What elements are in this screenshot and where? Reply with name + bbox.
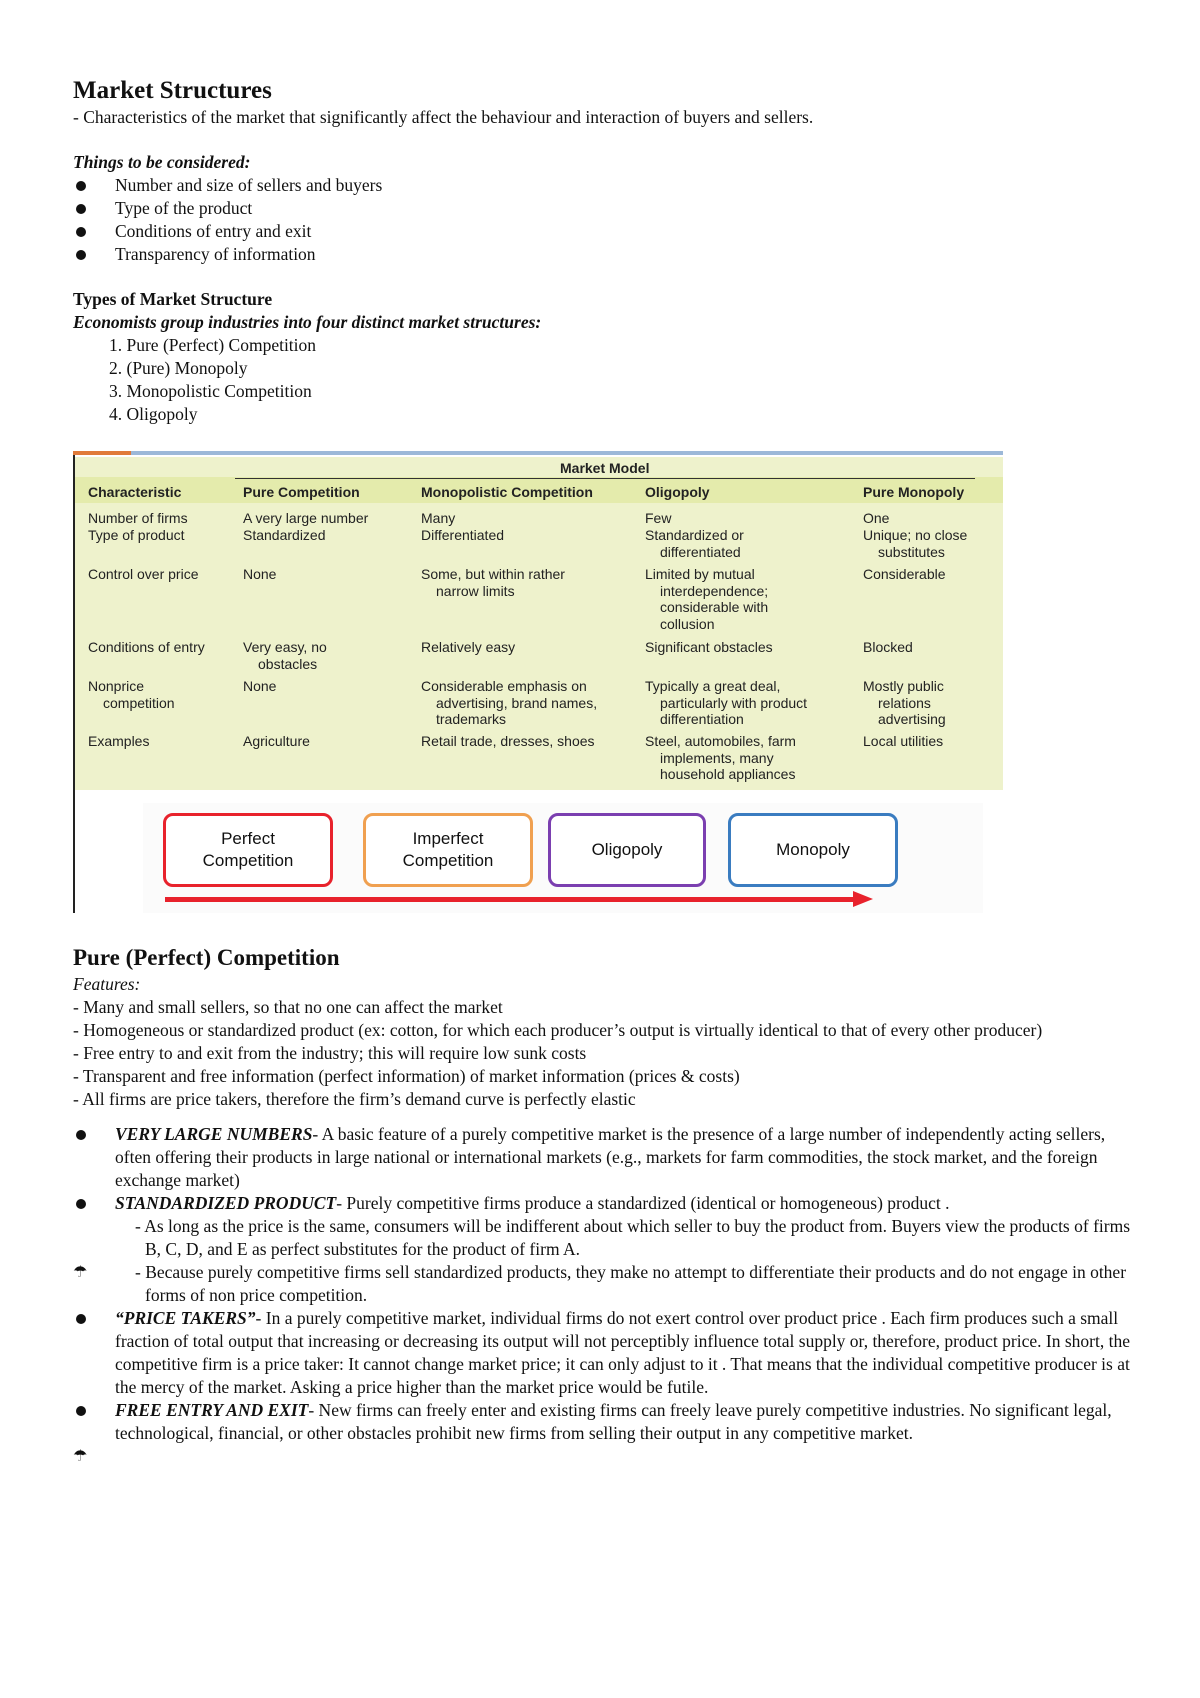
umbrella-symbol-icon: ☂ xyxy=(73,1448,88,1465)
list-item: Transparency of information xyxy=(73,243,1133,266)
table-cell: Nonprice competition xyxy=(88,678,175,711)
table-cell: None xyxy=(243,678,277,694)
imperfect-competition-box: Imperfect Competition xyxy=(363,813,533,887)
bullet-icon xyxy=(76,1314,86,1324)
header-rule xyxy=(235,478,975,479)
list-item: FREE ENTRY AND EXIT- New firms can freely enter and existing firms can freely leave purely competitive industries. No significant legal, technological, financial, or other obstacles prohibit new firms from selling their output in any competitive market. xyxy=(73,1399,1133,1445)
table-cell: Differentiated xyxy=(421,527,505,543)
perfect-competition-box: Perfect Competition xyxy=(163,813,333,887)
market-model-table xyxy=(75,457,1003,790)
list-item: 4. Oligopoly xyxy=(109,404,198,424)
bullet-icon xyxy=(76,204,86,214)
table-cell: Few xyxy=(645,510,672,526)
bullet-icon xyxy=(76,1406,86,1416)
feature-line: - Transparent and free information (perfect information) of market information (prices & costs) xyxy=(73,1066,740,1086)
considered-list xyxy=(73,174,1133,266)
page-title: Market Structures xyxy=(73,77,272,104)
features-label: Features: xyxy=(73,974,141,994)
column-header: Pure Competition xyxy=(243,484,360,500)
table-cell: Agriculture xyxy=(243,733,310,749)
table-cell: Typically a great deal, particularly with product differentiation xyxy=(645,678,808,727)
list-item: - As long as the price is the same, consumers will be indifferent about which seller to buy the product from. Buyers view the products of firms B, C, D, and E as perfect substitutes for the product of firm A. xyxy=(135,1216,1131,1259)
list-item: Conditions of entry and exit xyxy=(73,220,1133,243)
oligopoly-box: Oligopoly xyxy=(548,813,706,887)
table-cell: None xyxy=(243,566,277,582)
umbrella-symbol-icon: ☂ xyxy=(73,1264,88,1281)
column-header: Pure Monopoly xyxy=(863,484,965,500)
bullet-icon xyxy=(76,1199,86,1209)
table-cell: Control over price xyxy=(88,566,199,582)
table-cell: Conditions of entry xyxy=(88,639,205,655)
table-cell: Blocked xyxy=(863,639,913,655)
table-cell: Considerable xyxy=(863,566,946,582)
table-cell: A very large number xyxy=(243,510,369,526)
table-cell: Examples xyxy=(88,733,150,749)
table-cell: Many xyxy=(421,510,456,526)
market-model-figure xyxy=(73,451,1003,913)
bullet-icon xyxy=(76,181,86,191)
table-cell: Mostly public relations advertising xyxy=(863,678,946,727)
table-cell: Type of product xyxy=(88,527,185,543)
table-cell: Retail trade, dresses, shoes xyxy=(421,733,595,749)
feature-line: - Homogeneous or standardized product (ex: cotton, for which each producer’s output is virtually identical to that of every other producer) xyxy=(73,1020,1043,1040)
bullet-icon xyxy=(76,227,86,237)
intro-section xyxy=(73,76,1133,426)
list-item: STANDARDIZED PRODUCT- Purely competitive firms produce a standardized (identical or homogeneous) product . xyxy=(73,1192,1133,1215)
column-header: Monopolistic Competition xyxy=(421,484,593,500)
monopoly-box: Monopoly xyxy=(728,813,898,887)
figure-accent-bar xyxy=(73,451,131,455)
list-item xyxy=(73,1445,1133,1468)
table-cell: Very easy, no obstacles xyxy=(243,639,327,672)
table-cell: One xyxy=(863,510,890,526)
section-title: Pure (Perfect) Competition xyxy=(73,945,340,970)
group-header: Market Model xyxy=(560,460,650,476)
list-item: 3. Monopolistic Competition xyxy=(109,381,312,401)
list-item: ☂ - Because purely competitive firms sell standardized products, they make no attempt to differentiate their products and do not engage in other forms of non price competition. xyxy=(73,1262,1127,1305)
types-list xyxy=(73,334,1133,426)
types-heading: Types of Market Structure xyxy=(73,289,273,309)
column-header: Oligopoly xyxy=(645,484,710,500)
feature-details-list xyxy=(73,1123,1133,1468)
table-cell: Steel, automobiles, farm implements, many household appliances xyxy=(645,733,796,782)
list-item: VERY LARGE NUMBERS- A basic feature of a purely competitive market is the presence of a large number of independently acting sellers, often offering their products in large national or international markets (e.g., markets for farm commodities, the stock market, and the foreign exchange market) xyxy=(73,1123,1133,1192)
spectrum-arrow xyxy=(165,897,855,902)
table-cell: Number of firms xyxy=(88,510,188,526)
table-cell: Limited by mutual interdependence; considerable with collusion xyxy=(645,566,769,632)
list-item: Type of the product xyxy=(73,197,1133,220)
table-cell: Local utilities xyxy=(863,733,944,749)
list-item: Number and size of sellers and buyers xyxy=(73,174,1133,197)
types-subheading: Economists group industries into four distinct market structures: xyxy=(73,312,542,332)
table-cell: Standardized or differentiated xyxy=(645,527,744,560)
feature-line: - Many and small sellers, so that no one can affect the market xyxy=(73,997,503,1017)
table-cell: Unique; no close substitutes xyxy=(863,527,968,560)
column-header: Characteristic xyxy=(88,484,182,500)
definition-text: - Characteristics of the market that significantly affect the behaviour and interaction of buyers and sellers. xyxy=(73,107,814,127)
pure-competition-section xyxy=(73,943,1133,1468)
feature-line: - Free entry to and exit from the industry; this will require low sunk costs xyxy=(73,1043,587,1063)
figure-top-rule xyxy=(131,451,1003,455)
list-item: “PRICE TAKERS”- In a purely competitive market, individual firms do not exert control over product price . Each firm produces such a small fraction of total output that increasing or decreasing its output will not perceptibly influence total supply or, therefore, product price. In short, the competitive firm is a price taker: It cannot change market price; it can only adjust to it . That means that the individual competitive producer is at the mercy of the market. Asking a price higher than the market price would be futile. xyxy=(73,1307,1133,1399)
table-cell: Standardized xyxy=(243,527,326,543)
table-cell: Significant obstacles xyxy=(645,639,773,655)
list-item: 1. Pure (Perfect) Competition xyxy=(109,335,317,355)
arrow-head-icon xyxy=(853,891,873,907)
table-cell: Some, but within rather narrow limits xyxy=(421,566,565,599)
bullet-icon xyxy=(76,250,86,260)
feature-line: - All firms are price takers, therefore the firm’s demand curve is perfectly elastic xyxy=(73,1089,636,1109)
bullet-icon xyxy=(76,1130,86,1140)
table-cell: Considerable emphasis on advertising, brand names, trademarks xyxy=(421,678,598,727)
table-cell: Relatively easy xyxy=(421,639,516,655)
market-spectrum xyxy=(143,803,983,913)
considered-heading: Things to be considered: xyxy=(73,152,251,172)
list-item: 2. (Pure) Monopoly xyxy=(109,358,248,378)
